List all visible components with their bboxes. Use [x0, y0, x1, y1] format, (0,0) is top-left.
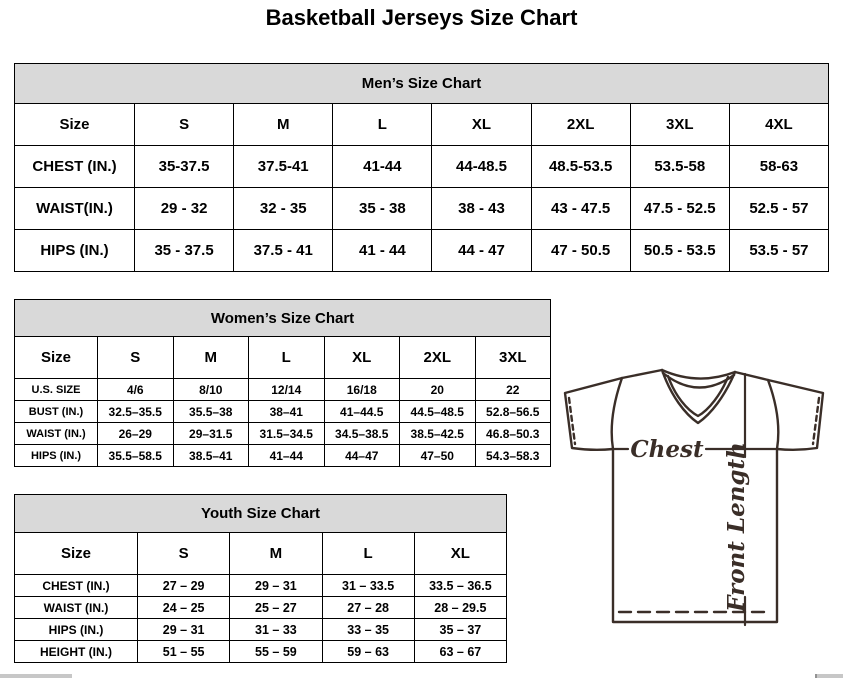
youth-row-label: WAIST (IN.)	[15, 597, 138, 619]
jersey-body-outline	[613, 449, 777, 622]
youth-cell: 33.5 – 36.5	[414, 575, 506, 597]
mens-cell: 47.5 - 52.5	[630, 188, 729, 230]
mens-row-label: CHEST (IN.)	[15, 146, 135, 188]
mens-cell: 37.5-41	[234, 146, 333, 188]
mens-col-header: 4XL	[729, 104, 828, 146]
womens-col-header: M	[173, 337, 249, 379]
mens-row-label: HIPS (IN.)	[15, 230, 135, 272]
mens-col-header: XL	[432, 104, 531, 146]
youth-col-header: L	[322, 533, 414, 575]
mens-cell: 41 - 44	[333, 230, 432, 272]
youth-cell: 29 – 31	[230, 575, 322, 597]
womens-row-label: WAIST (IN.)	[15, 423, 98, 445]
youth-col-header: XL	[414, 533, 506, 575]
womens-cell: 38.5–42.5	[400, 423, 476, 445]
youth-table-title: Youth Size Chart	[15, 495, 507, 533]
womens-cell: 47–50	[400, 445, 476, 467]
youth-hips-row	[15, 619, 507, 641]
womens-table-title-row	[15, 300, 551, 337]
youth-cell: 27 – 28	[322, 597, 414, 619]
womens-row-label: BUST (IN.)	[15, 401, 98, 423]
page-title: Basketball Jerseys Size Chart	[265, 5, 578, 30]
womens-col-header: XL	[324, 337, 400, 379]
womens-header-row	[15, 337, 551, 379]
youth-cell: 27 – 29	[138, 575, 230, 597]
jersey-measurement-diagram	[555, 360, 843, 679]
chest-label: Chest	[630, 436, 704, 463]
mens-col-header: 2XL	[531, 104, 630, 146]
youth-size-chart-table	[14, 494, 507, 663]
womens-cell: 38–41	[249, 401, 325, 423]
mens-col-header: S	[135, 104, 234, 146]
womens-col-header: Size	[15, 337, 98, 379]
womens-cell: 35.5–58.5	[98, 445, 174, 467]
womens-row-label: U.S. SIZE	[15, 379, 98, 401]
womens-cell: 26–29	[98, 423, 174, 445]
womens-ussize-row	[15, 379, 551, 401]
mens-table-title-row	[15, 64, 829, 104]
womens-col-header: 2XL	[400, 337, 476, 379]
womens-cell: 29–31.5	[173, 423, 249, 445]
womens-row-label: HIPS (IN.)	[15, 445, 98, 467]
womens-cell: 32.5–35.5	[98, 401, 174, 423]
jersey-left-armhole-seam	[612, 378, 622, 449]
youth-cell: 25 – 27	[230, 597, 322, 619]
mens-cell: 48.5-53.5	[531, 146, 630, 188]
womens-cell: 44.5–48.5	[400, 401, 476, 423]
youth-header-row	[15, 533, 507, 575]
mens-cell: 37.5 - 41	[234, 230, 333, 272]
womens-waist-row	[15, 423, 551, 445]
youth-chest-row	[15, 575, 507, 597]
youth-cell: 31 – 33	[230, 619, 322, 641]
mens-cell: 58-63	[729, 146, 828, 188]
youth-cell: 29 – 31	[138, 619, 230, 641]
mens-col-header: L	[333, 104, 432, 146]
youth-col-header: Size	[15, 533, 138, 575]
womens-cell: 46.8–50.3	[475, 423, 551, 445]
womens-cell: 4/6	[98, 379, 174, 401]
mens-cell: 53.5 - 57	[729, 230, 828, 272]
mens-waist-row	[15, 188, 829, 230]
youth-cell: 33 – 35	[322, 619, 414, 641]
horizontal-scrollbar-thumb-left[interactable]	[0, 674, 72, 678]
front-length-label: Front Length	[723, 442, 750, 612]
womens-cell: 31.5–34.5	[249, 423, 325, 445]
mens-cell: 53.5-58	[630, 146, 729, 188]
mens-cell: 43 - 47.5	[531, 188, 630, 230]
womens-bust-row	[15, 401, 551, 423]
womens-cell: 44–47	[324, 445, 400, 467]
youth-cell: 35 – 37	[414, 619, 506, 641]
mens-cell: 35 - 38	[333, 188, 432, 230]
womens-cell: 38.5–41	[173, 445, 249, 467]
jersey-right-armhole-seam	[768, 380, 778, 449]
womens-cell: 41–44.5	[324, 401, 400, 423]
mens-table-title: Men’s Size Chart	[15, 64, 829, 104]
mens-cell: 32 - 35	[234, 188, 333, 230]
womens-cell: 20	[400, 379, 476, 401]
womens-cell: 54.3–58.3	[475, 445, 551, 467]
youth-cell: 59 – 63	[322, 641, 414, 663]
mens-col-header: M	[234, 104, 333, 146]
womens-cell: 12/14	[249, 379, 325, 401]
youth-col-header: S	[138, 533, 230, 575]
womens-col-header: 3XL	[475, 337, 551, 379]
youth-cell: 55 – 59	[230, 641, 322, 663]
youth-cell: 51 – 55	[138, 641, 230, 663]
youth-waist-row	[15, 597, 507, 619]
womens-col-header: S	[98, 337, 174, 379]
youth-cell: 31 – 33.5	[322, 575, 414, 597]
youth-height-row	[15, 641, 507, 663]
womens-cell: 16/18	[324, 379, 400, 401]
womens-cell: 52.8–56.5	[475, 401, 551, 423]
youth-col-header: M	[230, 533, 322, 575]
youth-row-label: CHEST (IN.)	[15, 575, 138, 597]
womens-cell: 34.5–38.5	[324, 423, 400, 445]
mens-cell: 44 - 47	[432, 230, 531, 272]
mens-cell: 29 - 32	[135, 188, 234, 230]
youth-table-title-row	[15, 495, 507, 533]
youth-row-label: HEIGHT (IN.)	[15, 641, 138, 663]
mens-cell: 52.5 - 57	[729, 188, 828, 230]
mens-cell: 47 - 50.5	[531, 230, 630, 272]
mens-col-header: Size	[15, 104, 135, 146]
womens-cell: 8/10	[173, 379, 249, 401]
youth-cell: 63 – 67	[414, 641, 506, 663]
womens-cell: 41–44	[249, 445, 325, 467]
youth-cell: 28 – 29.5	[414, 597, 506, 619]
mens-cell: 41-44	[333, 146, 432, 188]
jersey-collar-arc-outer	[662, 370, 735, 379]
mens-cell: 35-37.5	[135, 146, 234, 188]
womens-size-chart-table	[14, 299, 551, 467]
mens-cell: 50.5 - 53.5	[630, 230, 729, 272]
mens-cell: 44-48.5	[432, 146, 531, 188]
mens-cell: 35 - 37.5	[135, 230, 234, 272]
mens-header-row	[15, 104, 829, 146]
womens-hips-row	[15, 445, 551, 467]
mens-hips-row	[15, 230, 829, 272]
womens-cell: 22	[475, 379, 551, 401]
mens-size-chart-table	[14, 63, 829, 272]
womens-col-header: L	[249, 337, 325, 379]
mens-row-label: WAIST(IN.)	[15, 188, 135, 230]
womens-table-title: Women’s Size Chart	[15, 300, 551, 337]
mens-col-header: 3XL	[630, 104, 729, 146]
horizontal-scrollbar-thumb-right[interactable]	[815, 674, 843, 678]
youth-cell: 24 – 25	[138, 597, 230, 619]
youth-row-label: HIPS (IN.)	[15, 619, 138, 641]
womens-cell: 35.5–38	[173, 401, 249, 423]
mens-chest-row	[15, 146, 829, 188]
mens-cell: 38 - 43	[432, 188, 531, 230]
